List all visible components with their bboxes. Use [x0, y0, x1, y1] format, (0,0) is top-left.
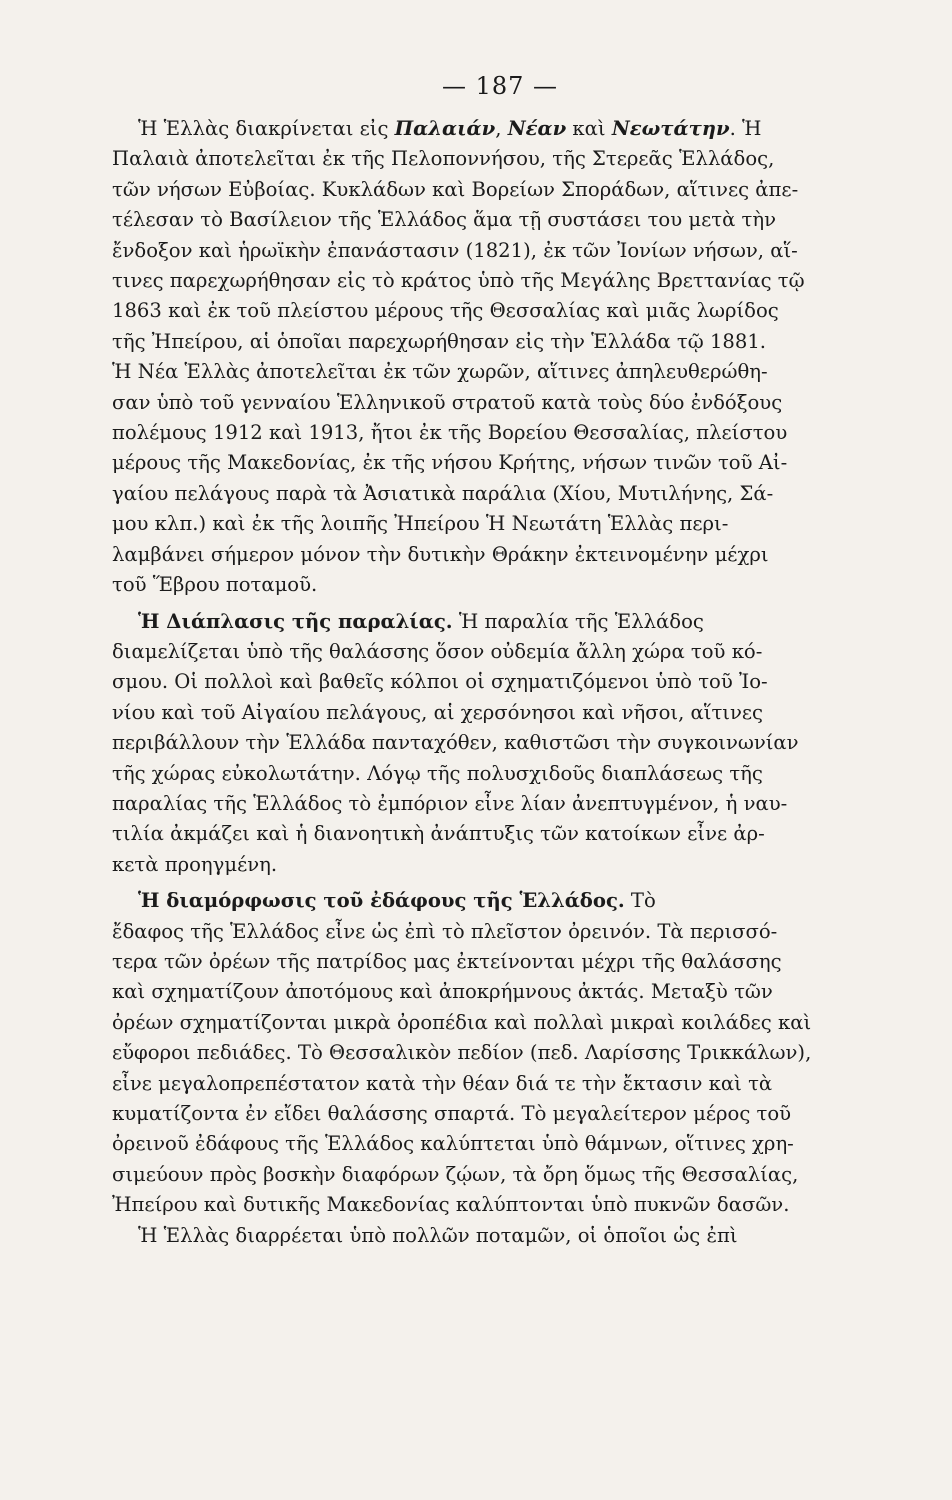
- page-number: — 187 —: [441, 72, 559, 100]
- text-line: τῶν νήσων Εὐβοίας. Κυκλάδων καὶ Βορείων Σποράδων, αἵτινες ἀπε-: [112, 177, 799, 201]
- text-line: μου κλπ.) καὶ ἐκ τῆς λοιπῆς Ἠπείρου Ἡ Νεωτάτη Ἑλλὰς περι-: [112, 512, 729, 536]
- text-line: πολέμους 1912 καὶ 1913, ἤτοι ἐκ τῆς Βορείου Θεσσαλίας, πλείστου: [112, 421, 788, 445]
- paragraph-rivers: [112, 1221, 848, 1251]
- paragraph-coastline: [112, 607, 848, 881]
- text-line: μέρους τῆς Μακεδονίας, ἐκ τῆς νήσου Κρήτης, νήσων τινῶν τοῦ Αἰ-: [112, 451, 788, 475]
- text-line: καὶ σχηματίζουν ἀποτόμους καὶ ἀποκρήμνους ἀκτάς. Μεταξὺ τῶν: [112, 980, 773, 1004]
- text-line: τινες παρεχωρήθησαν εἰς τὸ κράτος ὑπὸ τῆς Μεγάλης Βρεττανίας τῷ: [112, 269, 805, 293]
- text-line: παραλίας τῆς Ἑλλάδος τὸ ἐμπόριον εἶνε λίαν ἀνεπτυγμένον, ἡ ναυ-: [112, 791, 788, 815]
- term-neotati: Νεωτάτην: [611, 117, 730, 140]
- text-line: σμου. Οἱ πολλοὶ καὶ βαθεῖς κόλποι οἱ σχηματιζόμενοι ὑπὸ τοῦ Ἰο-: [112, 670, 768, 694]
- text-line: τιλία ἀκμάζει καὶ ἡ διανοητικὴ ἀνάπτυξις τῶν κατοίκων εἶνε ἀρ-: [112, 822, 765, 846]
- text-line: Ἡ διαμόρφωσις τοῦ ἐδάφους τῆς Ἑλλάδος. Τὸ: [138, 889, 656, 913]
- text-line: τοῦ Ἕβρου ποταμοῦ.: [112, 573, 318, 597]
- text-line: ὀρέων σχηματίζονται μικρὰ ὀροπέδια καὶ πολλαὶ μικραὶ κοιλάδες καὶ: [112, 1010, 812, 1034]
- text-line: Ἡ Διάπλασις τῆς παραλίας. Ἡ παραλία τῆς Ἑλλάδος: [138, 609, 704, 633]
- text-line: τῆς Ἠπείρου, αἱ ὁποῖαι παρεχωρήθησαν εἰς τὴν Ἑλλάδα τῷ 1881.: [112, 329, 767, 353]
- text-line: περιβάλλουν τὴν Ἑλλάδα πανταχόθεν, καθιστῶσι τὴν συγκοινωνίαν: [112, 731, 799, 755]
- section-heading-terrain: Ἡ διαμόρφωσις τοῦ ἐδάφους τῆς Ἑλλάδος.: [138, 889, 625, 913]
- text-line: σιμεύουν πρὸς βοσκὴν διαφόρων ζῴων, τὰ ὄρη ὅμως τῆς Θεσσαλίας,: [112, 1162, 799, 1186]
- text-line: Ἡ Ἑλλὰς διαρρέεται ὑπὸ πολλῶν ποταμῶν, οἱ ὁποῖοι ὡς ἐπὶ: [138, 1223, 738, 1247]
- text-line: τερα τῶν ὀρέων τῆς πατρίδος μας ἐκτείνονται μέχρι τῆς θαλάσσης: [112, 949, 782, 973]
- paragraph-divisions: [112, 114, 848, 601]
- text-line: Ἡ Νέα Ἑλλὰς ἀποτελεῖται ἐκ τῶν χωρῶν, αἵτινες ἀπηλευθερώθη-: [112, 360, 768, 384]
- term-nea: Νέαν: [507, 117, 567, 140]
- text-line: ἔδαφος τῆς Ἑλλάδος εἶνε ὡς ἐπὶ τὸ πλεῖστον ὀρεινόν. Τὰ περισσό-: [112, 919, 778, 943]
- text-line: τέλεσαν τὸ Βασίλειον τῆς Ἑλλάδος ἅμα τῇ συστάσει του μετὰ τὴν: [112, 208, 777, 232]
- text-line: εὔφοροι πεδιάδες. Τὸ Θεσσαλικὸν πεδίον (πεδ. Λαρίσσης Τρικκάλων),: [112, 1041, 812, 1065]
- text-line: νίου καὶ τοῦ Αἰγαίου πελάγους, αἱ χερσόνησοι καὶ νῆσοι, αἵτινες: [112, 700, 764, 724]
- text-line: 1863 καὶ ἐκ τοῦ πλείστου μέρους τῆς Θεσσαλίας καὶ μιᾶς λωρίδος: [112, 299, 779, 323]
- text-line: ἔνδοξον καὶ ἡρωϊκὴν ἐπανάστασιν (1821), ἐκ τῶν Ἰονίων νήσων, αἵ-: [112, 238, 798, 262]
- paragraph-terrain: [112, 886, 848, 1220]
- text-line: τῆς χώρας εὐκολωτάτην. Λόγῳ τῆς πολυσχιδοῦς διαπλάσεως τῆς: [112, 761, 763, 785]
- text-line: διαμελίζεται ὑπὸ τῆς θαλάσσης ὅσον οὐδεμία ἄλλη χώρα τοῦ κό-: [112, 639, 763, 663]
- text-line: σαν ὑπὸ τοῦ γενναίου Ἑλληνικοῦ στρατοῦ κατὰ τοὺς δύο ἐνδόξους: [112, 390, 783, 414]
- text-line: ὀρεινοῦ ἐδάφους τῆς Ἑλλάδος καλύπτεται ὑπὸ θάμνων, οἵτινες χρη-: [112, 1132, 794, 1156]
- text-line: γαίου πελάγους παρὰ τὰ Ἀσιατικὰ παράλια (Χίου, Μυτιλήνης, Σά-: [112, 481, 774, 505]
- text-line: κυματίζοντα ἐν εἴδει θαλάσσης σπαρτά. Τὸ μεγαλείτερον μέρος τοῦ: [112, 1102, 792, 1125]
- text-line: Ἡ Ἑλλὰς διακρίνεται εἰς Παλαιάν, Νέαν καὶ Νεωτάτην. Ἡ: [138, 117, 762, 140]
- term-palaia: Παλαιάν: [394, 117, 496, 140]
- text-line: Παλαιὰ ἀποτελεῖται ἐκ τῆς Πελοποννήσου, τῆς Στερεᾶς Ἑλλάδος,: [112, 147, 775, 171]
- text-line: κετὰ προηγμένη.: [112, 852, 278, 876]
- section-heading-coastline: Ἡ Διάπλασις τῆς παραλίας.: [138, 609, 453, 633]
- text-line: λαμβάνει σήμερον μόνον τὴν δυτικὴν Θράκην ἐκτεινομένην μέχρι: [112, 542, 769, 566]
- text-line: εἶνε μεγαλοπρεπέστατον κατὰ τὴν θέαν διά τε τὴν ἔκτασιν καὶ τὰ: [112, 1071, 773, 1095]
- text-line: Ἠπείρου καὶ δυτικῆς Μακεδονίας καλύπτονται ὑπὸ πυκνῶν δασῶν.: [112, 1193, 790, 1217]
